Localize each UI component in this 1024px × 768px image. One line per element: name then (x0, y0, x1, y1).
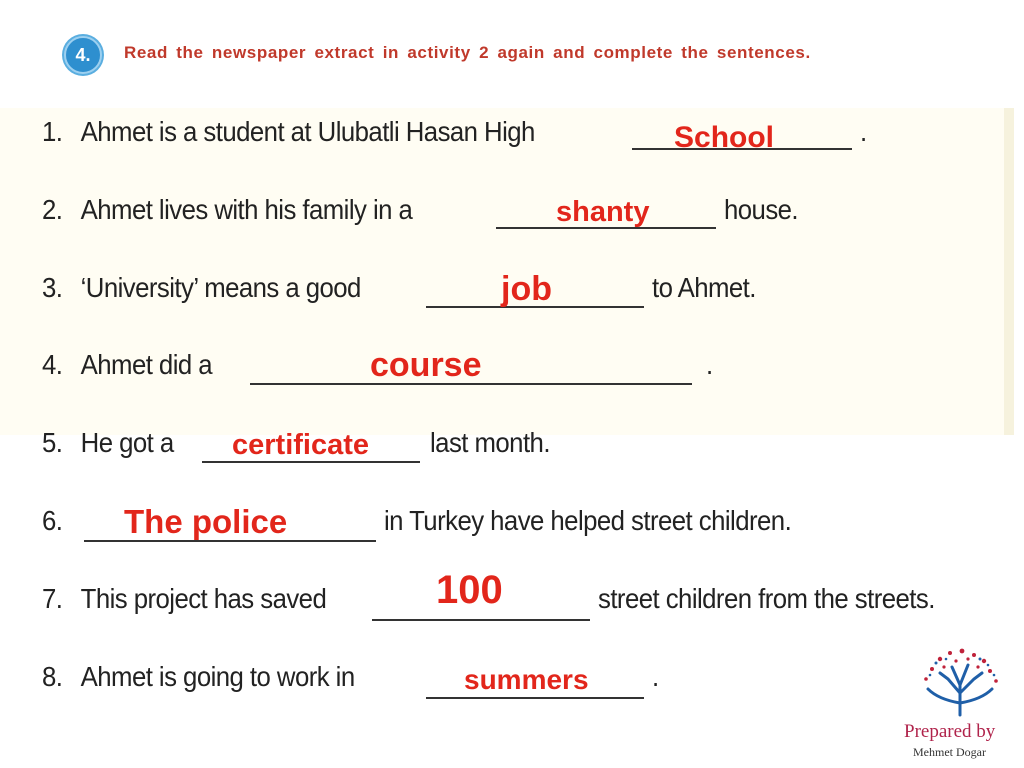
activity-number: 4. (75, 44, 91, 65)
sentence-number: 5. (42, 427, 63, 458)
sentence-text-end: last month. (430, 427, 550, 458)
sentence-text-end: street children from the streets. (598, 583, 935, 614)
answer-text: shanty (556, 196, 650, 228)
sentence-text: He got a (80, 427, 174, 458)
sentence-text-end: . (860, 116, 867, 147)
answer-text: course (370, 346, 482, 384)
sentence-text: Ahmet is going to work in (80, 661, 355, 692)
sentence-text-end: house. (724, 194, 799, 225)
prepared-by-label: Prepared by (904, 721, 996, 742)
sentence-text: This project has saved (80, 583, 327, 614)
header (0, 0, 1024, 108)
author-name: Mehmet Dogar (913, 745, 986, 759)
instruction-text: Read the newspaper extract in activity 2 again and complete the sentences. (124, 43, 811, 62)
sentence-text-end: in Turkey have helped street children. (384, 505, 792, 536)
sentence-number: 4. (42, 349, 63, 380)
tree-hands-icon (918, 645, 1002, 717)
panel-edge (1004, 108, 1014, 435)
sentence-text-end: . (652, 661, 659, 692)
sentence-text-end: . (706, 349, 713, 380)
sentence-text: Ahmet is a student at Ulubatli Hasan High (80, 116, 535, 147)
answer-text: certificate (232, 429, 370, 461)
answer-blank[interactable] (372, 619, 590, 621)
sentence-text: Ahmet lives with his family in a (80, 194, 413, 225)
sentence-number: 8. (42, 661, 63, 692)
activity-number-badge (64, 36, 102, 74)
answer-blank[interactable] (426, 697, 644, 699)
answer-text: 100 (436, 568, 503, 612)
sentence-number: 6. (42, 505, 63, 536)
sentence-number: 2. (42, 194, 63, 225)
sentence-number: 1. (42, 116, 63, 147)
sentence-text: Ahmet did a (80, 349, 213, 380)
sentence-text-end: to Ahmet. (652, 272, 756, 303)
sentence-text: ‘University’ means a good (80, 272, 361, 303)
sentence-number: 7. (42, 583, 63, 614)
answer-text: The police (124, 503, 288, 540)
answer-text: job (501, 270, 552, 308)
answer-text: School (674, 121, 775, 154)
sentence-number: 3. (42, 272, 63, 303)
answer-text: summers (464, 664, 589, 695)
